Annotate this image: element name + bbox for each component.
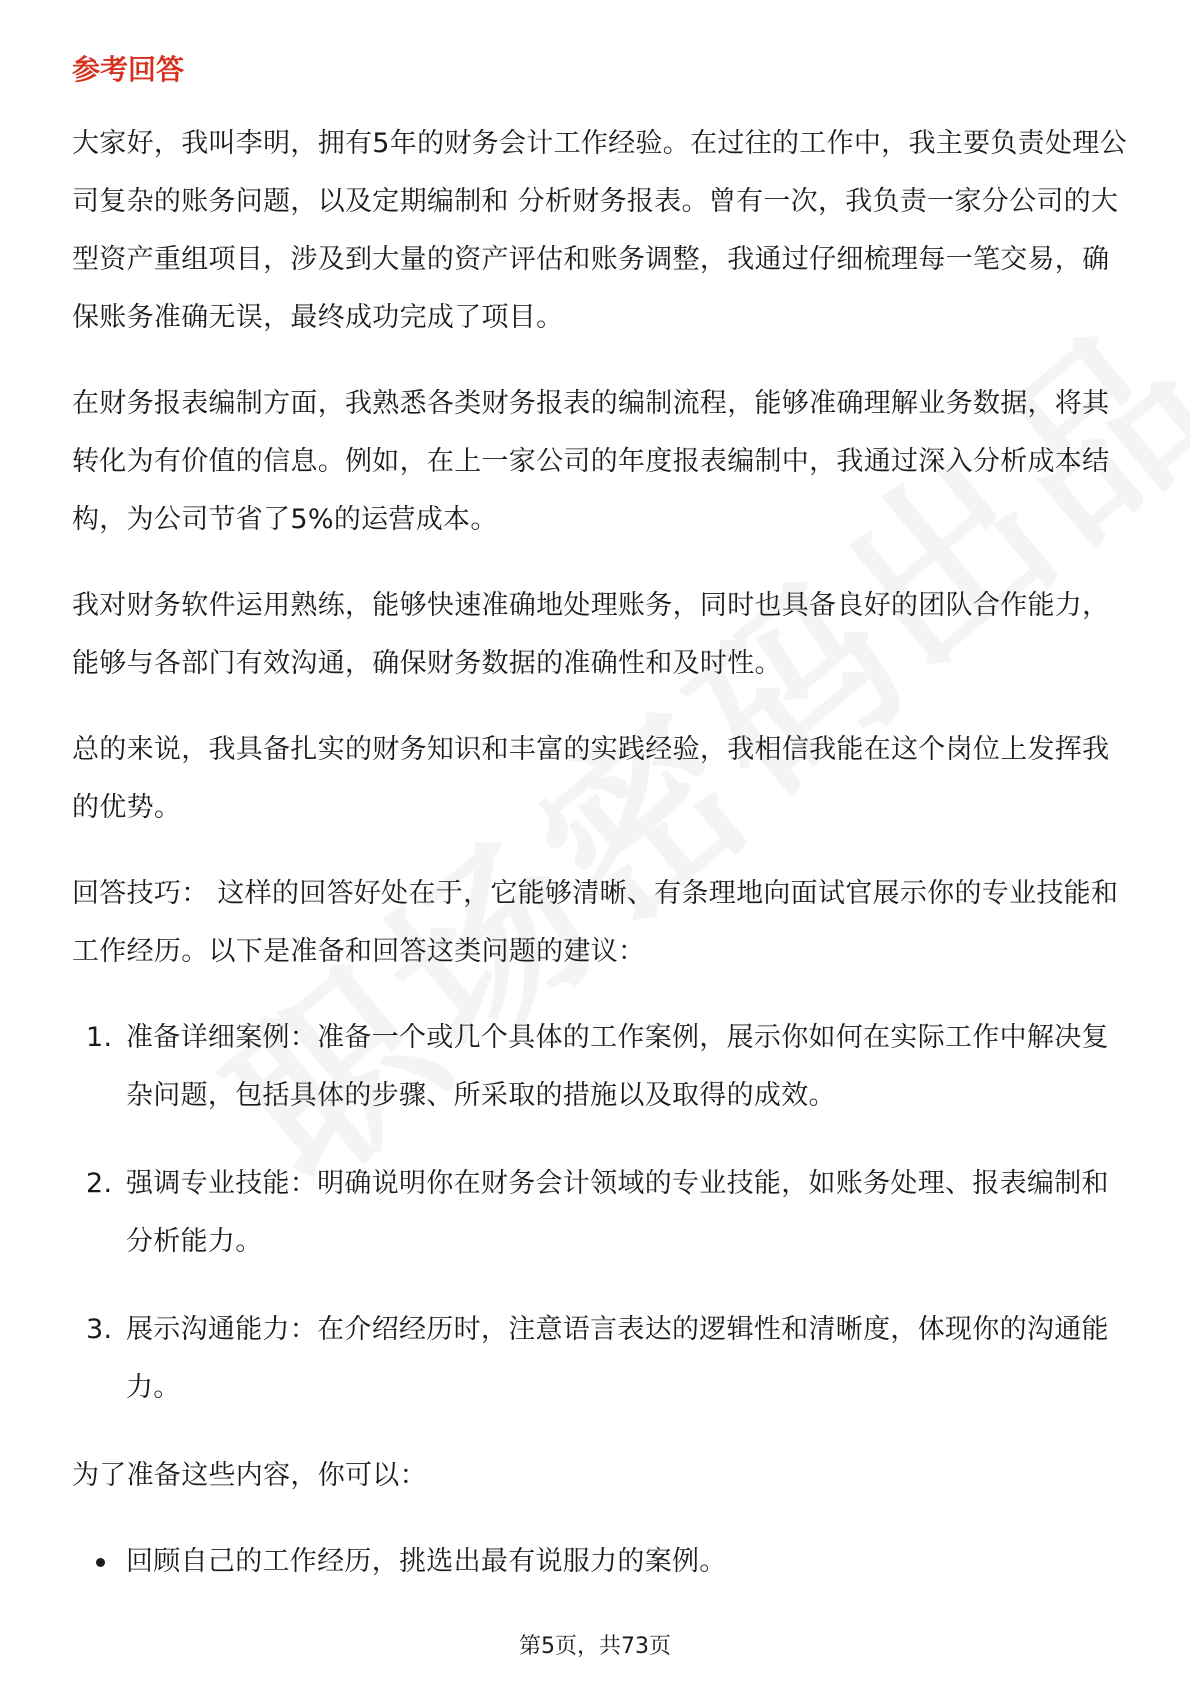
page-number: 第5页，共73页	[519, 1634, 671, 1659]
tips-list	[72, 1009, 1132, 1417]
list-item	[72, 1533, 1132, 1591]
list-number: 3.	[86, 1314, 113, 1345]
list-item	[72, 1301, 1132, 1417]
list-item	[72, 1155, 1132, 1271]
list-number: 1.	[86, 1022, 113, 1053]
paragraph-summary: 总的来说，我具备扎实的财务知识和丰富的实践经验，我相信我能在这个岗位上发挥我的优势。	[72, 734, 1110, 823]
list-item-text: 展示沟通能力：在介绍经历时，注意语言表达的逻辑性和清晰度，体现你的沟通能力。	[126, 1314, 1109, 1403]
paragraph-software: 我对财务软件运用熟练，能够快速准确地处理账务，同时也具备良好的团队合作能力，能够与各部门有效沟通，确保财务数据的准确性和及时性。	[72, 590, 1110, 679]
paragraph-intro: 大家好，我叫李明，拥有5年的财务会计工作经验。在过往的工作中，我主要负责处理公司复杂的账务问题，以及定期编制和 分析财务报表。曾有一次，我负责一家分公司的大型资产重组项目，涉及到大量的资产评估和账务调整，我通过仔细梳理每一笔交易，确保账务准确无误，最终成功完成了项目。	[72, 128, 1127, 333]
bullet-icon	[96, 1558, 105, 1567]
paragraph-prep-intro: 为了准备这些内容，你可以：	[72, 1460, 427, 1491]
list-item	[72, 1009, 1132, 1125]
prep-list	[72, 1533, 1132, 1591]
paragraph-tips-intro: 回答技巧： 这样的回答好处在于，它能够清晰、有条理地向面试官展示你的专业技能和工作经历。以下是准备和回答这类问题的建议：	[72, 878, 1119, 967]
list-item-text: 回顾自己的工作经历，挑选出最有说服力的案例。	[126, 1546, 727, 1577]
paragraph-reporting: 在财务报表编制方面，我熟悉各类财务报表的编制流程，能够准确理解业务数据，将其转化为有价值的信息。例如，在上一家公司的年度报表编制中，我通过深入分析成本结构，为公司节省了5%的运营成本。	[72, 388, 1110, 535]
section-title: 参考回答	[72, 53, 185, 86]
list-item-text: 准备详细案例：准备一个或几个具体的工作案例，展示你如何在实际工作中解决复杂问题，包括具体的步骤、所采取的措施以及取得的成效。	[126, 1022, 1109, 1111]
list-item-text: 强调专业技能：明确说明你在财务会计领域的专业技能，如账务处理、报表编制和分析能力。	[126, 1168, 1109, 1257]
answer-content	[72, 115, 1132, 1591]
list-number: 2.	[86, 1168, 113, 1199]
